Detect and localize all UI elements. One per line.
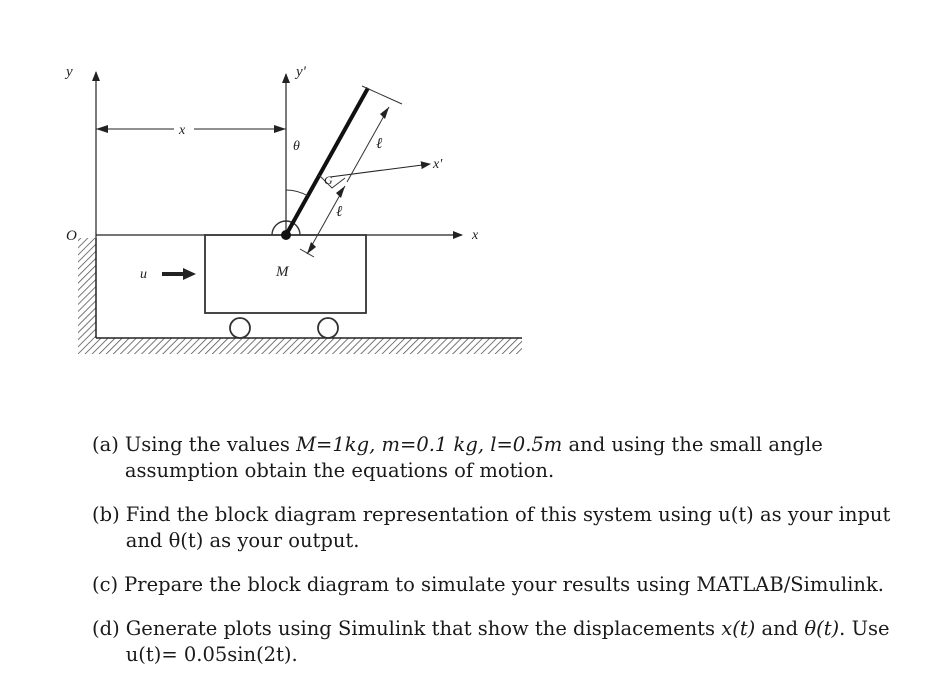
question-text: Using the values M=1kg, m=0.1 kg, l=0.5m and using the small angle assumption obtain the equations of motion. — [124, 433, 823, 482]
question-list — [92, 432, 892, 686]
x-prime-axis — [330, 164, 430, 177]
y-axis-label: y — [66, 64, 73, 80]
origin-label: O — [66, 228, 77, 244]
cart-wheel-right — [318, 318, 338, 338]
question-text: Find the block diagram representation of this system using u(t) as your input and θ(t) as your output. — [125, 503, 891, 552]
pivot-point — [281, 230, 291, 240]
question-letter: (b) — [92, 503, 120, 526]
ground — [78, 338, 522, 354]
cart-pendulum-diagram — [0, 0, 560, 380]
input-force-label: u — [140, 267, 147, 282]
theta-label: θ — [293, 139, 300, 154]
y-prime-label: y' — [296, 64, 306, 80]
question-d — [92, 616, 892, 668]
question-a — [92, 432, 892, 484]
question-text: Generate plots using Simulink that show the displacements x(t) and θ(t). Use u(t)= 0.05sin(2t). — [125, 617, 890, 666]
wall — [78, 238, 96, 338]
cart-wheel-left — [230, 318, 250, 338]
x-axis-label: x — [472, 228, 479, 243]
x-prime-label: x' — [433, 157, 443, 172]
ell-upper-label: ℓ — [376, 136, 383, 152]
theta-arc — [286, 190, 308, 196]
question-b — [92, 502, 892, 554]
question-letter: (a) — [92, 433, 119, 456]
center-of-mass-label: G — [324, 173, 333, 187]
pendulum-rod — [286, 88, 368, 235]
question-letter: (c) — [92, 573, 119, 596]
question-text: Prepare the block diagram to simulate your results using MATLAB/Simulink. — [124, 573, 884, 596]
question-c — [92, 572, 892, 598]
question-letter: (d) — [92, 617, 120, 640]
cart-mass-label: M — [276, 264, 289, 280]
ell-lower-label: ℓ — [336, 204, 343, 220]
x-distance-label: x — [179, 123, 186, 138]
